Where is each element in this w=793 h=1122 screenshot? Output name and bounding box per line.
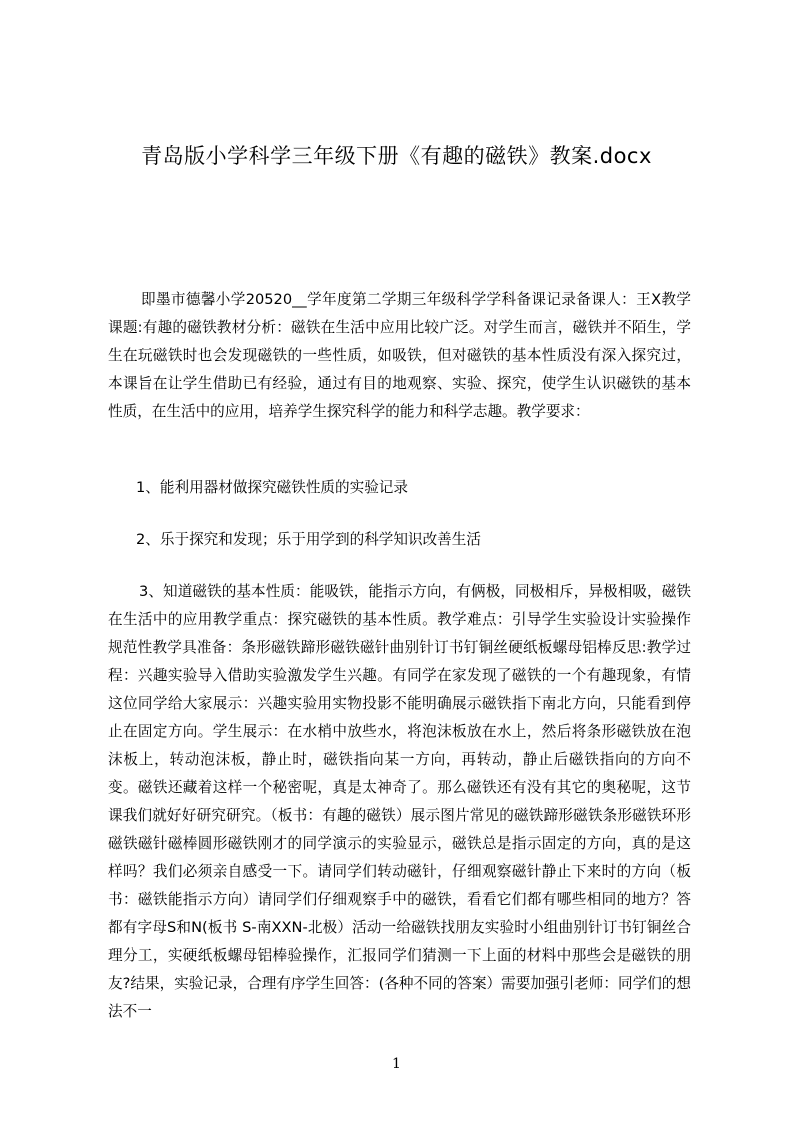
document-title: 青岛版小学科学三年级下册《有趣的磁铁》教案.docx	[141, 144, 652, 168]
paragraph-intro: 即墨市德馨小学20520__学年度第二学期三年级科学学科备课记录备课人：王X教学课题:有趣的磁铁教材分析：磁铁在生活中应用比较广泛。对学生而言，磁铁并不陌生，学生在玩磁铁时也会发现磁铁的一些性质，如吸铁，但对磁铁的基本性质没有深入探究过，本课旨在让学生借助已有经验，通过有目的地观察、实验、探究，使学生认识磁铁的基本性质，在生活中的应用，培养学生探究科学的能力和科学志趣。教学要求：	[108, 291, 691, 420]
paragraph-requirement-3: 3、知道磁铁的基本性质：能吸铁，能指示方向，有俩极，同极相斥，异极相吸，磁铁在生活中的应用教学重点：探究磁铁的基本性质。教学难点：引导学生实验设计实验操作规范性教学具准备：条形磁铁蹄形磁铁磁针曲别针订书钉铜丝硬纸板螺母铝棒反思:教学过程：兴趣实验导入借助实验激发学生兴趣。有同学在家发现了磁铁的一个有趣现象，有情这位同学给大家展示：兴趣实验用实物投影不能明确展示磁铁指下南北方向，只能看到停止在固定方向。学生展示：在水梢中放些水，将泡沫板放在水上，然后将条形磁铁放在泡沫板上，转动泡沫板，静止时，磁铁指向某一方向，再转动，静止后磁铁指向的方向不变。磁铁还藏着这样一个秘密呢，真是太神奇了。那么磁铁还有没有其它的奥秘呢，这节课我们就好好研究研究。（板书：有趣的磁铁）展示图片常见的磁铁蹄形磁铁条形磁铁环形磁铁磁针磁棒圆形磁铁刚才的同学演示的实验显示，磁铁总是指示固定的方向，真的是这样吗？我们必须亲自感受一下。请同学们转动磁针，仔细观察磁针静止下来时的方向（板书：磁铁能指示方向）请同学们仔细观察手中的磁铁，看看它们都有哪些相同的地方？答都有字母S和N(板书 S-南XXN-北极）活动一给磁铁找朋友实验时小组曲别针订书钉铜丝合理分工，实硬纸板螺母铝棒验操作，汇报同学们猜测一下上面的材料中那些会是磁铁的朋友?结果，实验记录，合理有序学生回答：(各种不同的答案）需要加强引老师：同学们的想法不一	[108, 583, 691, 1020]
paragraph-requirement-2: 2、乐于探究和发现；乐于用学到的科学知识改善生活	[136, 531, 481, 548]
page-number: 1	[392, 1056, 401, 1072]
paragraph-requirement-1: 1、能利用器材做探究磁铁性质的实验记录	[136, 479, 408, 496]
